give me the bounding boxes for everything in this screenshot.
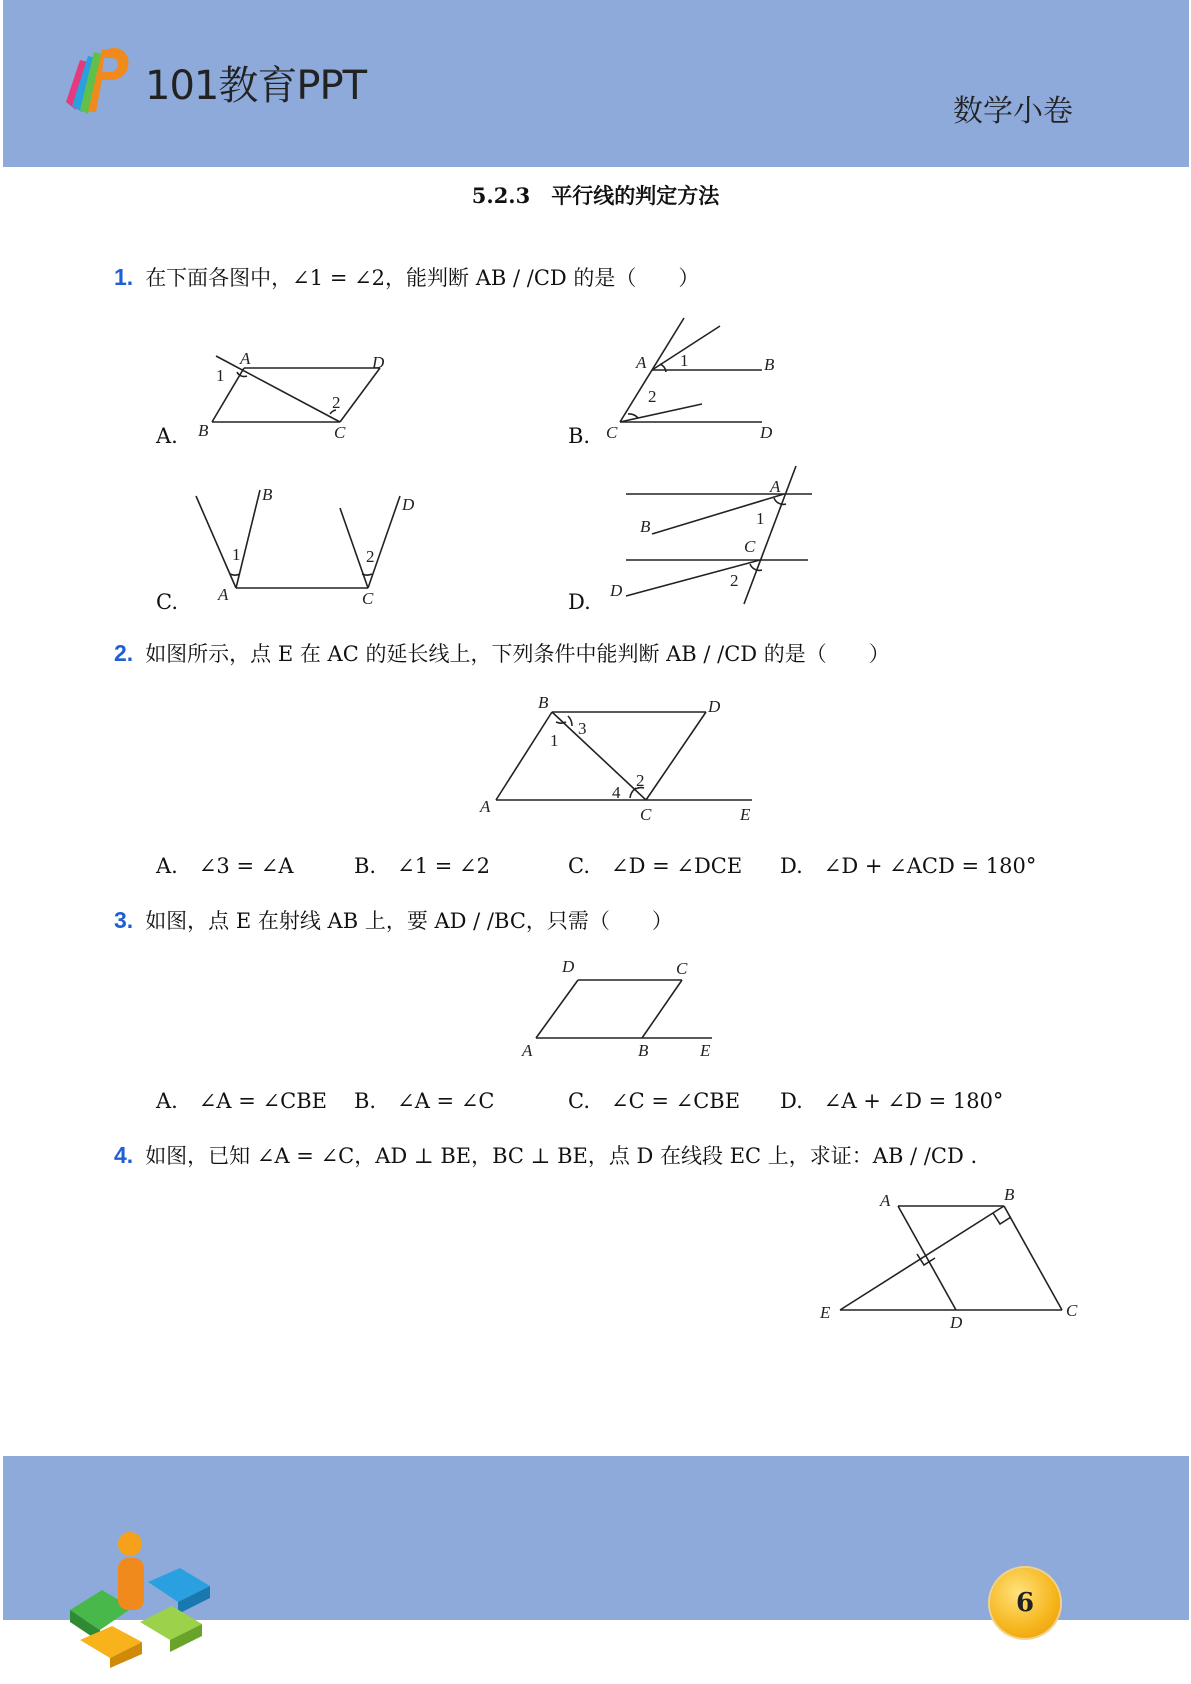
label: B — [262, 485, 273, 504]
label: 2 — [730, 571, 739, 590]
label: 2 — [366, 547, 375, 566]
label: 2 — [648, 387, 657, 406]
option-label-a: A. — [156, 424, 178, 448]
label: C — [1066, 1301, 1078, 1320]
label: D — [562, 957, 575, 976]
option-b: B. ∠A = ∠C — [354, 1089, 495, 1113]
option-label-b: B. — [568, 424, 591, 448]
option-d: D. ∠D + ∠ACD = 180° — [780, 854, 1037, 878]
header-band — [3, 0, 1189, 167]
question-4 — [114, 1140, 977, 1170]
brand-name: 101教育PPT — [145, 63, 367, 109]
option-d: D. ∠A + ∠D = 180° — [780, 1089, 1004, 1113]
option-b: B. ∠1 = ∠2 — [354, 854, 490, 878]
label: B — [764, 355, 775, 374]
label: D — [760, 423, 773, 442]
question-text: 如图，点 E 在射线 AB 上，要 AD / /BC，只需（ ） — [145, 909, 673, 933]
label: 1 — [550, 731, 559, 750]
question-3 — [114, 905, 673, 935]
label: E — [740, 805, 751, 824]
question-number: 1. — [114, 264, 134, 290]
label: C — [676, 959, 688, 978]
question-1 — [114, 262, 699, 292]
label: B — [640, 517, 651, 536]
question-number: 3. — [114, 907, 134, 933]
label: D — [610, 581, 623, 600]
label: B — [198, 421, 209, 440]
label: D — [708, 697, 721, 716]
label: A — [636, 353, 647, 372]
page-number: 6 — [1015, 1588, 1035, 1618]
blocks-mascot-icon — [60, 1530, 220, 1670]
label: A — [522, 1041, 533, 1060]
question-text: 如图，已知 ∠A = ∠C，AD ⊥ BE，BC ⊥ BE，点 D 在线段 EC 上，求证：AB / /CD . — [145, 1144, 978, 1168]
label: E — [820, 1303, 831, 1322]
option-c: C. ∠C = ∠CBE — [568, 1089, 741, 1113]
question-2 — [114, 638, 890, 668]
option-c: C. ∠D = ∠DCE — [568, 854, 743, 878]
page-title: 5.2.3 平行线的判定方法 — [471, 183, 720, 208]
brand-logo-icon — [58, 40, 138, 120]
label: 1 — [756, 509, 765, 528]
question-number: 4. — [114, 1142, 134, 1168]
label: 1 — [680, 351, 689, 370]
label: A — [480, 797, 491, 816]
label: 2 — [636, 771, 645, 790]
label: A — [240, 349, 251, 368]
question-text: 在下面各图中，∠1 = ∠2，能判断 AB / /CD 的是（ ） — [145, 266, 700, 290]
label: B — [638, 1041, 649, 1060]
label: A — [770, 477, 781, 496]
label: D — [372, 353, 385, 372]
question-text: 如图所示，点 E 在 AC 的延长线上，下列条件中能判断 AB / /CD 的是（ ） — [145, 642, 890, 666]
option-label-d: D. — [568, 590, 591, 614]
label: C — [334, 423, 346, 442]
label: D — [950, 1313, 963, 1332]
label: C — [606, 423, 618, 442]
header-subtitle: 数学小卷 — [953, 94, 1073, 129]
label: A — [880, 1191, 891, 1210]
label: B — [1004, 1185, 1015, 1204]
label: 2 — [332, 393, 341, 412]
page-number-badge — [990, 1568, 1060, 1638]
label: 4 — [612, 783, 621, 802]
label: C — [362, 589, 374, 608]
label: C — [744, 537, 756, 556]
label: D — [402, 495, 415, 514]
label: C — [640, 805, 652, 824]
option-a: A. ∠3 = ∠A — [156, 854, 294, 878]
label: 3 — [578, 719, 587, 738]
question-number: 2. — [114, 640, 134, 666]
label: 1 — [232, 545, 241, 564]
option-label-c: C. — [156, 590, 178, 614]
option-a: A. ∠A = ∠CBE — [156, 1089, 327, 1113]
label: A — [218, 585, 229, 604]
label: E — [700, 1041, 711, 1060]
label: B — [538, 693, 549, 712]
label: 1 — [216, 366, 225, 385]
